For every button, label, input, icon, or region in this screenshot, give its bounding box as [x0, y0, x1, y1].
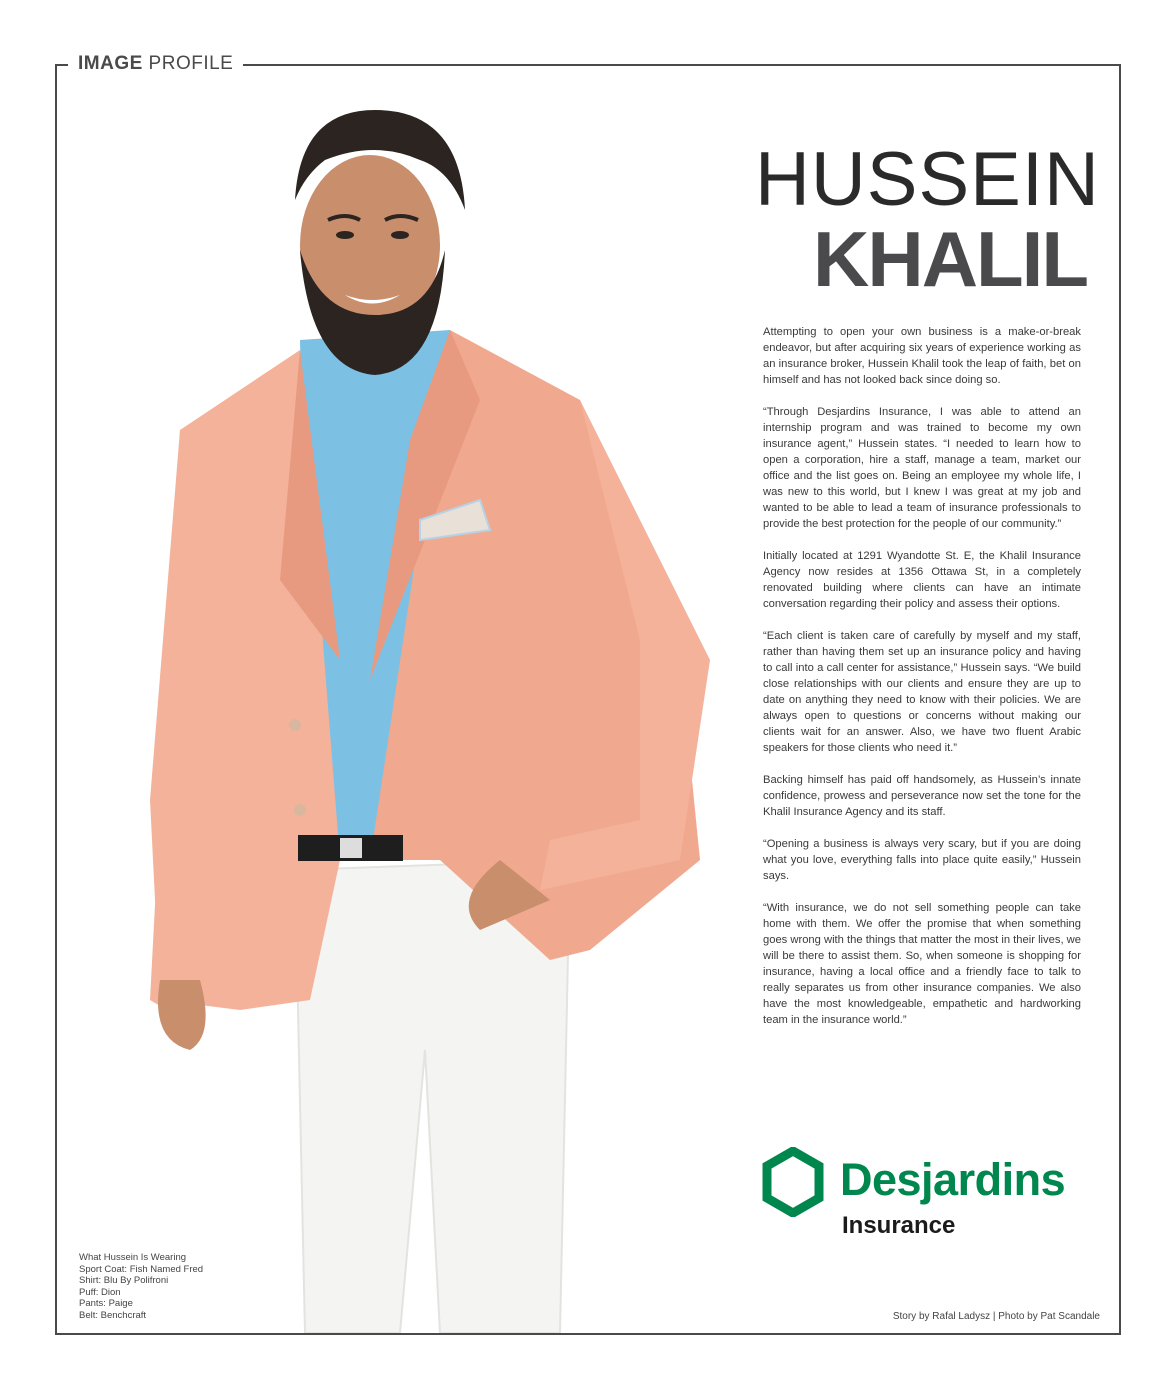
wardrobe-heading: What Hussein Is Wearing: [79, 1252, 187, 1263]
article-body: [763, 324, 1081, 1044]
belt-buckle: [340, 838, 362, 858]
article-paragraph: Backing himself has paid off handsomely, as Hussein’s innate confidence, prowess and perseverance now set the tone for the Khalil Insurance Agency and its staff.: [763, 774, 1081, 818]
section-label-rest: PROFILE: [142, 53, 234, 74]
section-label-bold: IMAGE: [78, 53, 143, 74]
story-photo-credits: Story by Rafal Ladysz | Photo by Pat Scandale: [892, 1311, 1100, 1322]
article-paragraph: “Opening a business is always very scary, but if you are doing what you love, everything falls into place quite easily,” Hussein says.: [763, 838, 1081, 882]
right-eye: [391, 231, 409, 239]
hexagon-logo-icon: [762, 1147, 824, 1217]
article-paragraph: “With insurance, we do not sell something people can take home with them. We offer the promise that when something goes wrong with the things that matter the most in their lives, we will be there to assist them. So, when someone is shopping for insurance, having a local office and a friendly face to talk to really separates us from other insurance companies. We also have the most knowledgeable, empathetic and hardworking team in the insurance world.”: [763, 902, 1081, 1026]
left-eye: [336, 231, 354, 239]
logo-subtitle: Insurance: [842, 1212, 956, 1239]
portrait-photo: [120, 100, 720, 1333]
article-paragraph: “Through Desjardins Insurance, I was able to attend an internship program and was trained to become my own insurance agent,” Hussein states. “I needed to learn how to open a corporation, hire a staff, manage a team, market our office and the list goes on. Being an employee my whole life, I was new to this world, but I knew I was great at my job and wanted to be able to lead a team of insurance professionals to provide the best protection for the people of our community.”: [763, 406, 1081, 530]
wardrobe-item: Puff: Dion: [79, 1286, 121, 1298]
wardrobe-item: Shirt: Blu By Polifroni: [79, 1275, 169, 1287]
wardrobe-credits: [79, 1252, 203, 1322]
profile-first-name: HUSSEIN: [755, 137, 1100, 222]
article-paragraph: Initially located at 1291 Wyandotte St. E, the Khalil Insurance Agency now resides at 1356 Ottawa St, in a completely renovated building where clients can have an intimate conversation regarding their policy and assess their options.: [763, 550, 1081, 610]
logo-name: Desjardins: [840, 1154, 1066, 1205]
wardrobe-item: Pants: Paige: [79, 1298, 133, 1310]
article-paragraph: “Each client is taken care of carefully by myself and my staff, rather than having them set up an insurance policy and having to call into a call center for assistance,” Hussein says. “We build close relationships with our clients and ensure they are up to date on anything they need to know with their policies. We are always open to questions or concerns without making our clients wait for an answer. Also, we have two fluent Arabic speakers for those clients who need it.”: [763, 630, 1081, 754]
portrait-illustration: [120, 100, 720, 1333]
section-label: [68, 52, 243, 76]
article-paragraph: Attempting to open your own business is a make-or-break endeavor, but after acquiring six years of experience working as an insurance broker, Hussein Khalil took the leap of faith, bet on himself and has not looked back since doing so.: [763, 326, 1081, 386]
left-hand: [158, 980, 206, 1050]
desjardins-logo: [762, 1147, 1087, 1247]
profile-last-name: KHALIL: [813, 215, 1087, 303]
wardrobe-item: Sport Coat: Fish Named Fred: [79, 1263, 204, 1275]
wardrobe-item: Belt: Benchcraft: [79, 1309, 147, 1321]
jacket-button-1: [289, 719, 301, 731]
jacket-button-2: [294, 804, 306, 816]
